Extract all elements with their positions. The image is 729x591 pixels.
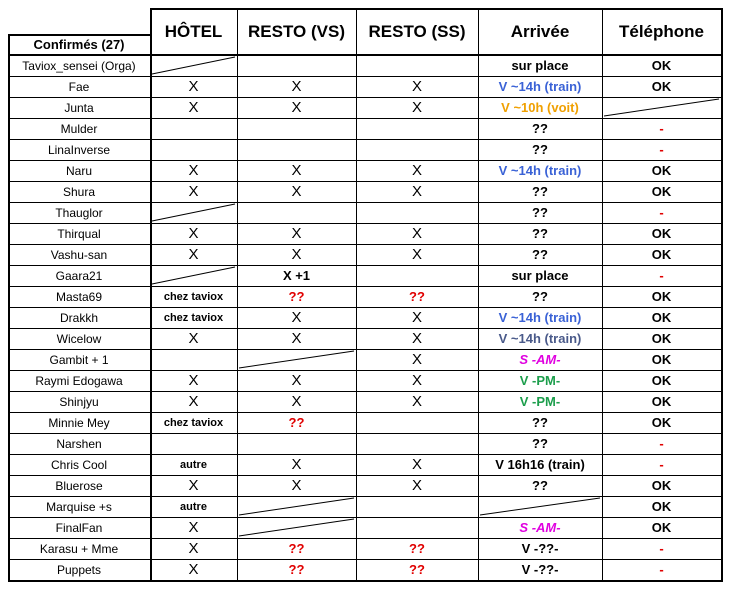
resto-ss-cell: X bbox=[411, 393, 422, 410]
resto-ss-cell: X bbox=[411, 456, 422, 473]
row-separator bbox=[8, 433, 721, 434]
resto-vs-cell: X bbox=[291, 183, 302, 200]
telephone-cell: OK bbox=[651, 184, 672, 199]
resto-ss-cell: X bbox=[411, 330, 422, 347]
resto-vs-cell: ?? bbox=[288, 562, 305, 577]
row-separator bbox=[8, 517, 721, 518]
arrivee-cell: S -AM- bbox=[519, 352, 561, 367]
row-separator bbox=[8, 328, 721, 329]
resto-ss-cell: ?? bbox=[409, 289, 425, 304]
telephone-cell: OK bbox=[651, 478, 672, 493]
arrivee-cell: V -PM- bbox=[519, 373, 561, 388]
row-separator bbox=[8, 475, 721, 476]
arrivee-cell: S -AM- bbox=[519, 520, 561, 535]
row-separator bbox=[8, 412, 721, 413]
row-name: Taviox_sensei (Orga) bbox=[22, 58, 136, 73]
arrivee-cell: ?? bbox=[532, 247, 548, 262]
telephone-cell: OK bbox=[651, 58, 672, 73]
table-right-border bbox=[721, 8, 723, 582]
row-name: Thirqual bbox=[57, 226, 101, 241]
resto-vs-cell: X bbox=[291, 477, 302, 494]
column-separator bbox=[602, 8, 603, 580]
row-name: Drakkh bbox=[59, 310, 98, 325]
resto-vs-cell: X bbox=[291, 456, 302, 473]
resto-ss-cell: X bbox=[411, 246, 422, 263]
row-name: Minnie Mey bbox=[48, 415, 110, 430]
hotel-cell: X bbox=[188, 393, 199, 410]
header-bottom-border bbox=[8, 54, 723, 56]
row-separator bbox=[8, 202, 721, 203]
hotel-cell: autre bbox=[180, 500, 207, 513]
resto-vs-cell: X bbox=[291, 78, 302, 95]
row-separator bbox=[8, 223, 721, 224]
resto-vs-cell: X bbox=[291, 162, 302, 179]
arrivee-cell: V ~14h (train) bbox=[498, 163, 582, 178]
row-name: Shinjyu bbox=[59, 394, 99, 409]
telephone-cell: - bbox=[659, 268, 664, 283]
row-name: Narshen bbox=[56, 436, 102, 451]
column-separator bbox=[356, 8, 357, 580]
resto-ss-cell: X bbox=[411, 225, 422, 242]
arrivee-cell: V ~14h (train) bbox=[498, 79, 582, 94]
telephone-cell: OK bbox=[651, 79, 672, 94]
row-name: Masta69 bbox=[55, 289, 103, 304]
arrivee-cell: ?? bbox=[532, 415, 548, 430]
hotel-cell: X bbox=[188, 246, 199, 263]
row-separator bbox=[8, 391, 721, 392]
hotel-cell: X bbox=[188, 99, 199, 116]
row-separator bbox=[8, 349, 721, 350]
crossed-out-hotel-cell bbox=[150, 55, 237, 76]
crossed-out-hotel-cell bbox=[150, 265, 237, 286]
row-separator bbox=[8, 370, 721, 371]
row-name: Bluerose bbox=[55, 478, 103, 493]
resto-vs-cell: X +1 bbox=[282, 268, 311, 283]
resto-vs-cell: X bbox=[291, 330, 302, 347]
arrivee-cell: V ~10h (voit) bbox=[501, 100, 579, 115]
table-left-border bbox=[8, 34, 10, 582]
row-name: Puppets bbox=[56, 562, 102, 577]
hotel-cell: chez taviox bbox=[163, 311, 224, 324]
resto-vs-cell: X bbox=[291, 372, 302, 389]
header-confirmes: Confirmés (27) bbox=[33, 37, 125, 52]
hotel-cell: X bbox=[188, 225, 199, 242]
resto-vs-cell: ?? bbox=[288, 415, 305, 430]
row-name: Thauglor bbox=[55, 205, 103, 220]
arrivee-cell: V 16h16 (train) bbox=[495, 457, 585, 472]
arrivee-cell: ?? bbox=[532, 142, 548, 157]
row-separator bbox=[8, 454, 721, 455]
row-separator bbox=[8, 559, 721, 560]
arrivee-cell: sur place bbox=[511, 58, 569, 73]
telephone-cell: - bbox=[659, 121, 664, 136]
row-separator bbox=[8, 496, 721, 497]
telephone-cell: - bbox=[659, 541, 664, 556]
row-name: Wicelow bbox=[56, 331, 102, 346]
row-name: Naru bbox=[65, 163, 92, 178]
row-name: Mulder bbox=[60, 121, 98, 136]
row-separator bbox=[8, 181, 721, 182]
resto-ss-cell: X bbox=[411, 372, 422, 389]
resto-ss-cell: X bbox=[411, 351, 422, 368]
hotel-cell: X bbox=[188, 162, 199, 179]
hotel-cell: chez taviox bbox=[163, 290, 224, 303]
hotel-cell: X bbox=[188, 477, 199, 494]
crossed-out-hotel-cell bbox=[150, 202, 237, 223]
header-top-border bbox=[150, 8, 723, 10]
telephone-cell: OK bbox=[651, 289, 672, 304]
telephone-cell: - bbox=[659, 457, 664, 472]
header-resto-ss: RESTO (SS) bbox=[368, 21, 466, 41]
row-name: Marquise +s bbox=[46, 499, 112, 514]
arrivee-cell: ?? bbox=[532, 289, 548, 304]
resto-ss-cell: X bbox=[411, 309, 422, 326]
row-separator bbox=[8, 307, 721, 308]
hotel-cell: X bbox=[188, 183, 199, 200]
crossed-out-resto-vs-cell bbox=[237, 496, 356, 517]
resto-vs-cell: X bbox=[291, 99, 302, 116]
telephone-cell: - bbox=[659, 436, 664, 451]
arrivee-cell: V -PM- bbox=[519, 394, 561, 409]
telephone-cell: OK bbox=[651, 163, 672, 178]
arrivee-cell: ?? bbox=[532, 478, 548, 493]
row-name: Vashu-san bbox=[50, 247, 108, 262]
row-separator bbox=[8, 265, 721, 266]
resto-ss-cell: X bbox=[411, 78, 422, 95]
telephone-cell: - bbox=[659, 205, 664, 220]
arrivee-cell: V -??- bbox=[521, 562, 559, 577]
arrivee-cell: ?? bbox=[532, 436, 548, 451]
arrivee-cell: V -??- bbox=[521, 541, 559, 556]
table-bottom-border bbox=[8, 580, 723, 582]
row-name: Shura bbox=[62, 184, 96, 199]
resto-ss-cell: ?? bbox=[409, 562, 425, 577]
arrivee-cell: sur place bbox=[511, 268, 569, 283]
column-separator bbox=[237, 8, 238, 580]
crossed-out-arrivee-cell bbox=[478, 496, 602, 517]
arrivee-cell: V ~14h (train) bbox=[498, 331, 582, 346]
arrivee-cell: V ~14h (train) bbox=[498, 310, 582, 325]
telephone-cell: OK bbox=[651, 247, 672, 262]
resto-vs-cell: X bbox=[291, 309, 302, 326]
telephone-cell: OK bbox=[651, 499, 672, 514]
resto-vs-cell: X bbox=[291, 393, 302, 410]
row-separator bbox=[8, 139, 721, 140]
confirmes-top-border bbox=[8, 34, 150, 36]
arrivee-cell: ?? bbox=[532, 184, 548, 199]
row-separator bbox=[8, 160, 721, 161]
row-name: Chris Cool bbox=[50, 457, 107, 472]
arrivee-cell: ?? bbox=[532, 205, 548, 220]
header-hotel: HÔTEL bbox=[164, 21, 223, 41]
telephone-cell: OK bbox=[651, 226, 672, 241]
row-separator bbox=[8, 97, 721, 98]
row-separator bbox=[8, 118, 721, 119]
resto-ss-cell: ?? bbox=[409, 541, 425, 556]
telephone-cell: OK bbox=[651, 373, 672, 388]
hotel-cell: autre bbox=[180, 458, 207, 471]
resto-ss-cell: X bbox=[411, 477, 422, 494]
hotel-cell: X bbox=[188, 519, 199, 536]
hotel-cell: X bbox=[188, 561, 199, 578]
crossed-out-resto-vs-cell bbox=[237, 349, 356, 370]
header-telephone: Téléphone bbox=[618, 21, 704, 41]
telephone-cell: - bbox=[659, 142, 664, 157]
crossed-out-telephone-cell bbox=[602, 97, 721, 118]
telephone-cell: OK bbox=[651, 394, 672, 409]
header-arrivee: Arrivée bbox=[510, 21, 570, 41]
crossed-out-resto-vs-cell bbox=[237, 517, 356, 538]
column-separator bbox=[478, 8, 479, 580]
row-separator bbox=[8, 244, 721, 245]
row-name: Fae bbox=[68, 79, 90, 94]
row-name: Gambit + 1 bbox=[49, 352, 109, 367]
row-name: FinalFan bbox=[55, 520, 103, 535]
resto-ss-cell: X bbox=[411, 183, 422, 200]
hotel-cell: chez taviox bbox=[163, 416, 224, 429]
row-separator bbox=[8, 76, 721, 77]
header-resto-vs: RESTO (VS) bbox=[248, 21, 345, 41]
resto-ss-cell: X bbox=[411, 99, 422, 116]
resto-vs-cell: ?? bbox=[288, 289, 305, 304]
row-separator bbox=[8, 538, 721, 539]
hotel-cell: X bbox=[188, 330, 199, 347]
hotel-cell: X bbox=[188, 372, 199, 389]
row-name: Junta bbox=[64, 100, 94, 115]
telephone-cell: OK bbox=[651, 415, 672, 430]
column-separator bbox=[150, 8, 152, 580]
hotel-cell: X bbox=[188, 540, 199, 557]
telephone-cell: OK bbox=[651, 352, 672, 367]
resto-vs-cell: ?? bbox=[288, 541, 305, 556]
resto-ss-cell: X bbox=[411, 162, 422, 179]
telephone-cell: OK bbox=[651, 310, 672, 325]
resto-vs-cell: X bbox=[291, 225, 302, 242]
telephone-cell: OK bbox=[651, 520, 672, 535]
row-name: Karasu + Mme bbox=[39, 541, 119, 556]
telephone-cell: - bbox=[659, 562, 664, 577]
row-separator bbox=[8, 286, 721, 287]
arrivee-cell: ?? bbox=[532, 121, 548, 136]
telephone-cell: OK bbox=[651, 331, 672, 346]
arrivee-cell: ?? bbox=[532, 226, 548, 241]
hotel-cell: X bbox=[188, 78, 199, 95]
row-name: Gaara21 bbox=[55, 268, 103, 283]
row-name: Raymi Edogawa bbox=[35, 373, 123, 388]
row-name: LinaInverse bbox=[47, 142, 111, 157]
resto-vs-cell: X bbox=[291, 246, 302, 263]
